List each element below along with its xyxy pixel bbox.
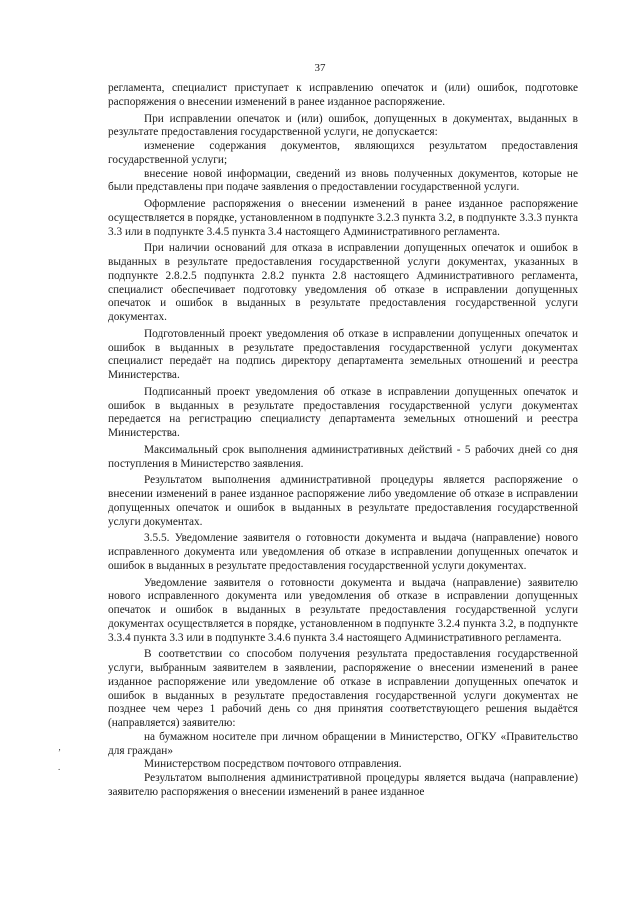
paragraph: Оформление распоряжения о внесении изменений в ранее изданное распоряжение осуществляется в порядке, установленном в подпункте 3.2.3 пункта 3.2, в подпункте 3.3.3 пункта 3.3 или в подпункте 3.4.5 пункта 3.4 настоящего Административного регламента.: [108, 198, 578, 238]
page-number: 37: [314, 62, 326, 74]
list-item: изменение содержания документов, являющихся результатом предоставления государственной услуги;: [108, 140, 578, 166]
paragraph: Результатом выполнения административной процедуры является распоряжение о внесении изменений в ранее изданное распоряжение либо уведомление об отказе в исправлении допущенных опечаток и ошибок в выданных в результате предоставления государственной услуги документах.: [108, 474, 578, 528]
paragraph: Подписанный проект уведомления об отказе в исправлении допущенных опечаток и ошибок в выданных в результате предоставления государственной услуги документах передается на регистрацию специалисту департамента земельных отношений и реестра Министерства.: [108, 385, 578, 439]
paragraph: регламента, специалист приступает к исправлению опечаток и (или) ошибок, подготовке распоряжения о внесении изменений в ранее изданное распоряжение.: [108, 82, 578, 108]
margin-mark: .: [58, 762, 61, 772]
list-item: внесение новой информации, сведений из вновь полученных документов, которые не были представлены при подаче заявления о предоставлении государственной услуги.: [108, 167, 578, 194]
paragraph: Результатом выполнения административной процедуры является выдача (направление) заявителю распоряжения о внесении изменений в ранее изданное: [108, 772, 578, 798]
document-body: [108, 82, 578, 800]
paragraph: При наличии оснований для отказа в исправлении допущенных опечаток и ошибок в выданных в результате предоставления государственной услуги документах, указанных в подпункте 2.8.2.5 подпункта 2.8.2 пункта 2.8 настоящего Административного регламента, специалист обеспечивает подготовку уведомления об отказе в исправлении допущенных опечаток и ошибок в выданных в результате предоставления государственной услуги документах.: [108, 242, 578, 323]
list-item: Министерством посредством почтового отправления.: [144, 758, 402, 771]
list-item: на бумажном носителе при личном обращении в Министерство, ОГКУ «Правительство для граждан»: [108, 730, 578, 757]
section-heading: 3.5.5. Уведомление заявителя о готовности документа и выдача (направление) нового исправленного документа или уведомления об отказе в исправлении допущенных опечаток и ошибок в выданных в результате предоставления государственной услуги документах.: [108, 532, 578, 572]
paragraph: Уведомление заявителя о готовности документа и выдача (направление) заявителю нового исправленного документа или уведомления об отказе в исправлении допущенных опечаток и ошибок в выданных в результате предоставления государственной услуги документах осуществляется в порядке, установленном в подпункте 3.2.4 пункта 3.2, в подпункте 3.3.4 пункта 3.3 или в подпункте 3.4.6 пункта 3.4 настоящего Административного регламента.: [108, 576, 578, 644]
paragraph: Подготовленный проект уведомления об отказе в исправлении допущенных опечаток и ошибок в выданных в результате предоставления государственной услуги документах специалист передаёт на подпись директору департамента земельных отношений и реестра Министерства.: [108, 327, 578, 381]
paragraph: Максимальный срок выполнения административных действий - 5 рабочих дней со дня поступления в Министерство заявления.: [108, 443, 578, 470]
paragraph: В соответствии со способом получения результата предоставления государственной услуги, выбранным заявителем в заявлении, распоряжение о внесении изменений в ранее изданное распоряжение или уведомление об отказе в исправлении допущенных опечаток и ошибок в выданных в результате предоставления государственной услуги документах не позднее чем через 1 рабочий день со дня принятия соответствующего решения выдаётся (направляется) заявителю:: [108, 648, 578, 729]
paragraph: При исправлении опечаток и (или) ошибок, допущенных в документах, выданных в результате предоставления государственной услуги, не допускается:: [108, 112, 578, 139]
margin-mark: ‚: [58, 742, 61, 752]
